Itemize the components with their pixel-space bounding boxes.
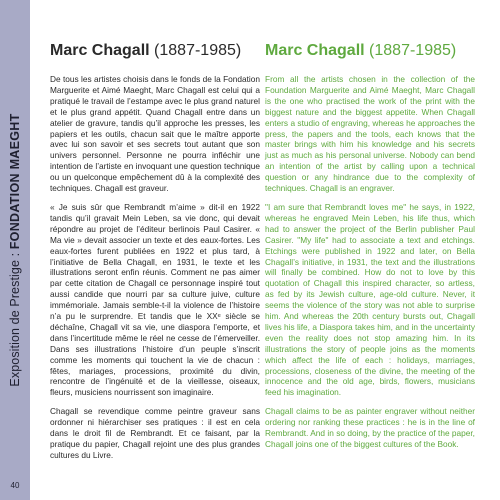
- french-title-years: (1887-1985): [149, 42, 242, 59]
- exhibition-label-prefix: Exposition de Prestige :: [8, 249, 22, 387]
- english-title-name: Marc Chagall: [265, 42, 365, 59]
- french-title: [50, 41, 241, 61]
- sidebar-band: [0, 0, 30, 500]
- english-body: [265, 74, 475, 458]
- exhibition-label-emphasis: FONDATION MAEGHT: [8, 113, 22, 250]
- french-paragraph-2: « Je suis sûr que Rembrandt m’aime » dit-il en 1922 tandis qu’il gravait Mein Leben, sa vie donc, qui devait répondre au projet de l’éditeur berlinois Paul Casirer. « Ma vie » devait associer un texte et des eaux-fortes. Les eaux-fortes furent publiées en 1922 et plus tard, à l’initiative de Bella Chagall, en 1931, le texte et les illustrations seront enfin réunis. Comment ne pas aimer par cette citation de Chagall ce personnage inspiré tout aussi candide que nourri par sa culture juive, culture immémoriale. Jamais semble-t-il la violence de l’histoire n’a pu le surprendre. Et tandis que le XXᵉ siècle se déchaîne, Chagall vit sa vie, une diaspora l’emporte, et dans l’incertitude même le réel ne cesse de l’émerveiller. Dans ses illustrations l’histoire d’un peuple s’inscrit comme les moments qui touchent la vie de chacun : fêtes, mariages, processions, proximité du divin, rencontre de l’ingénuité et de la vieillesse, oiseaux, fleurs, musiciens nourrissent son imaginaire.: [50, 201, 260, 398]
- french-body: [50, 74, 260, 469]
- french-title-name: Marc Chagall: [50, 42, 150, 59]
- english-paragraph-1: From all the artists chosen in the collection of the Foundation Marguerite and Aimé Maeght, Marc Chagall is the one who practised the work of the print with the biggest nature and the biggest appetite. When Chagall enters a studio of engraving, whereas he approaches the press, the papers and the tools, each knows that the master brings with him his knowledge and his secrets just as much as his personal universe. Nobody can bend an intention of the artist by calling upon a technical question or any hindrance due to the complexity of techniques. Chagall is an engraver.: [265, 74, 475, 194]
- french-paragraph-1: De tous les artistes choisis dans le fonds de la Fondation Marguerite et Aimé Maeght, Marc Chagall est celui qui a pratiqué le travail de l’estampe avec le plus grand naturel et le plus grand appétit. Quand Chagall entre dans un atelier de gravure, tandis qu’il approche les presses, les papiers et les outils, chacun sait que le maître apporte avec lui son savoir et ses secrets tout autant que son univers personnel. Personne ne pourra infléchir une intention de l’artiste en invoquant une question technique ou un quelconque empêchement dû à la complexité des techniques. Chagall est graveur.: [50, 74, 260, 194]
- english-paragraph-3: Chagall claims to be as painter engraver without neither ordering nor ranking these practices : he is in the line of Rembrandt. And in so doing, by the practice of the paper, Chagall joins one of the biggest cultures of the Book.: [265, 406, 475, 449]
- english-paragraph-2: "I am sure that Rembrandt loves me" he says, in 1922, whereas he engraved Mein Leben, his life thus, which had to answer the project of the Berlin publisher Paul Casirer. "My life" had to associate a text and etchings. Etchings were published in 1922 and later, on Bella Chagall’s initiative, in 1931, the text and the illustrations will finally be combined. How do not to love by this quotation of Chagall this inspired character, so artless, as fed by its Jewish culture, age-old culture. Never, it seems the violence of the story was not able to surprise him. And whereas the 20th century bursts out, Chagall lives his life, a Diaspora takes him, and in the uncertainty even the reality does not stop amazing him. In its illustrations the story of people joins as the moments which affect the life of each : holidays, marriages, processions, closeness of the divine, the meeting of the innocence and the old age, birds, flowers, musicians feed his imagination.: [265, 201, 475, 398]
- english-title: [265, 41, 456, 61]
- english-title-years: (1887-1985): [364, 42, 457, 59]
- exhibition-label: [8, 20, 22, 480]
- page-number: 40: [10, 481, 20, 490]
- french-paragraph-3: Chagall se revendique comme peintre graveur sans ordonner ni hiérarchiser ses pratiques : il est en cela dans le droit fil de Rembrandt. Et ce faisant, par la pratique du papier, Chagall rejoint une des plus grandes cultures du Livre.: [50, 406, 260, 460]
